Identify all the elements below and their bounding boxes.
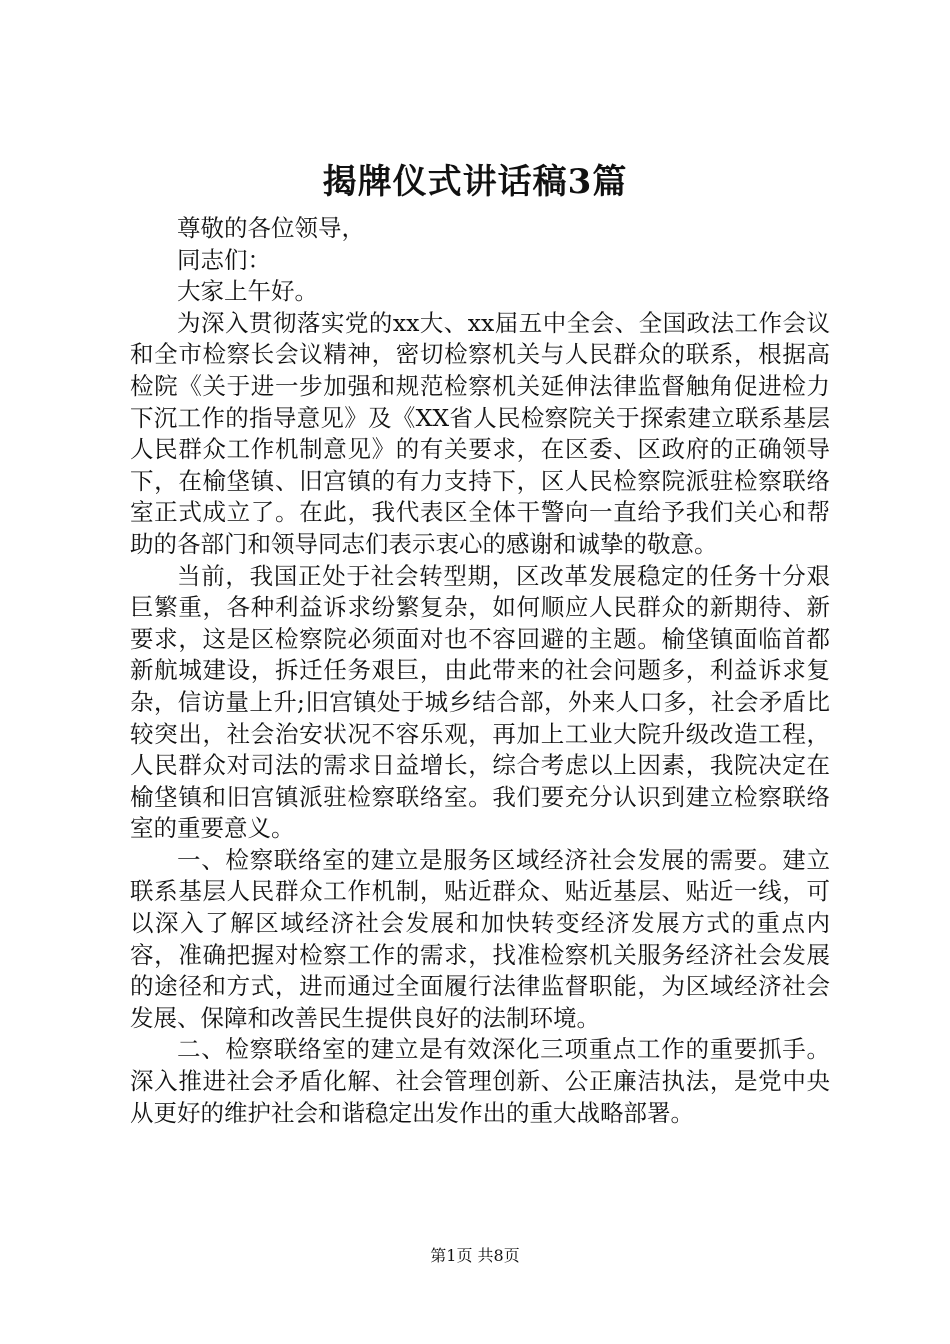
document-title: 揭牌仪式讲话稿3篇 — [322, 162, 628, 202]
paragraph-point-two: 二、检察联络室的建立是有效深化三项重点工作的重要抓手。深入推进社会矛盾化解、社会管理创新、公正廉洁执法，是党中央从更好的维护社会和谐稳定出发作出的重大战略部署。 — [130, 1035, 830, 1127]
paragraph-point-one: 一、检察联络室的建立是服务区域经济社会发展的需要。建立联系基层人民群众工作机制，贴近群众、贴近基层、贴近一线，可以深入了解区域经济社会发展和加快转变经济发展方式的重点内容，准确把握对检察工作的需求，找准检察机关服务经济社会发展的途径和方式，进而通过全面履行法律监督职能，为区域经济社会发展、保障和改善民生提供良好的法制环境。 — [130, 845, 830, 1032]
salutation-leaders: 尊敬的各位领导， — [177, 214, 365, 242]
greeting: 大家上午好。 — [177, 277, 318, 306]
document-body — [130, 213, 830, 1129]
salutation-comrades: 同志们： — [177, 245, 271, 274]
paragraph-intro: 为深入贯彻落实党的xx大、xx届五中全会、全国政法工作会议和全市检察长会议精神，密切检察机关与人民群众的联系，根据高检院《关于进一步加强和规范检察机关延伸法律监督触角促进检力下沉工作的指导意见》及《XX省人民检察院关于探索建立联系基层人民群众工作机制意见》的有关要求，在区委、区政府的正确领导下，在榆垡镇、旧宫镇的有力支持下，区人民检察院派驻检察联络室正式成立了。在此，我代表区全体干警向一直给予我们关心和帮助的各部门和领导同志们表示衷心的感谢和诚挚的敬意。 — [130, 308, 830, 558]
page-footer: 第1页 共8页 — [430, 1246, 520, 1265]
paragraph-current-situation: 当前，我国正处于社会转型期，区改革发展稳定的任务十分艰巨繁重，各种利益诉求纷繁复杂，如何顺应人民群众的新期待、新要求，这是区检察院必须面对也不容回避的主题。榆垡镇面临首都新航城建设，拆迁任务艰巨，由此带来的社会问题多，利益诉求复杂，信访量上升;旧宫镇处于城乡结合部，外来人口多，社会矛盾比较突出，社会治安状况不容乐观，再加上工业大院升级改造工程，人民群众对司法的需求日益增长，综合考虑以上因素，我院决定在榆垡镇和旧宫镇派驻检察联络室。我们要充分认识到建立检察联络室的重要意义。 — [130, 561, 830, 843]
